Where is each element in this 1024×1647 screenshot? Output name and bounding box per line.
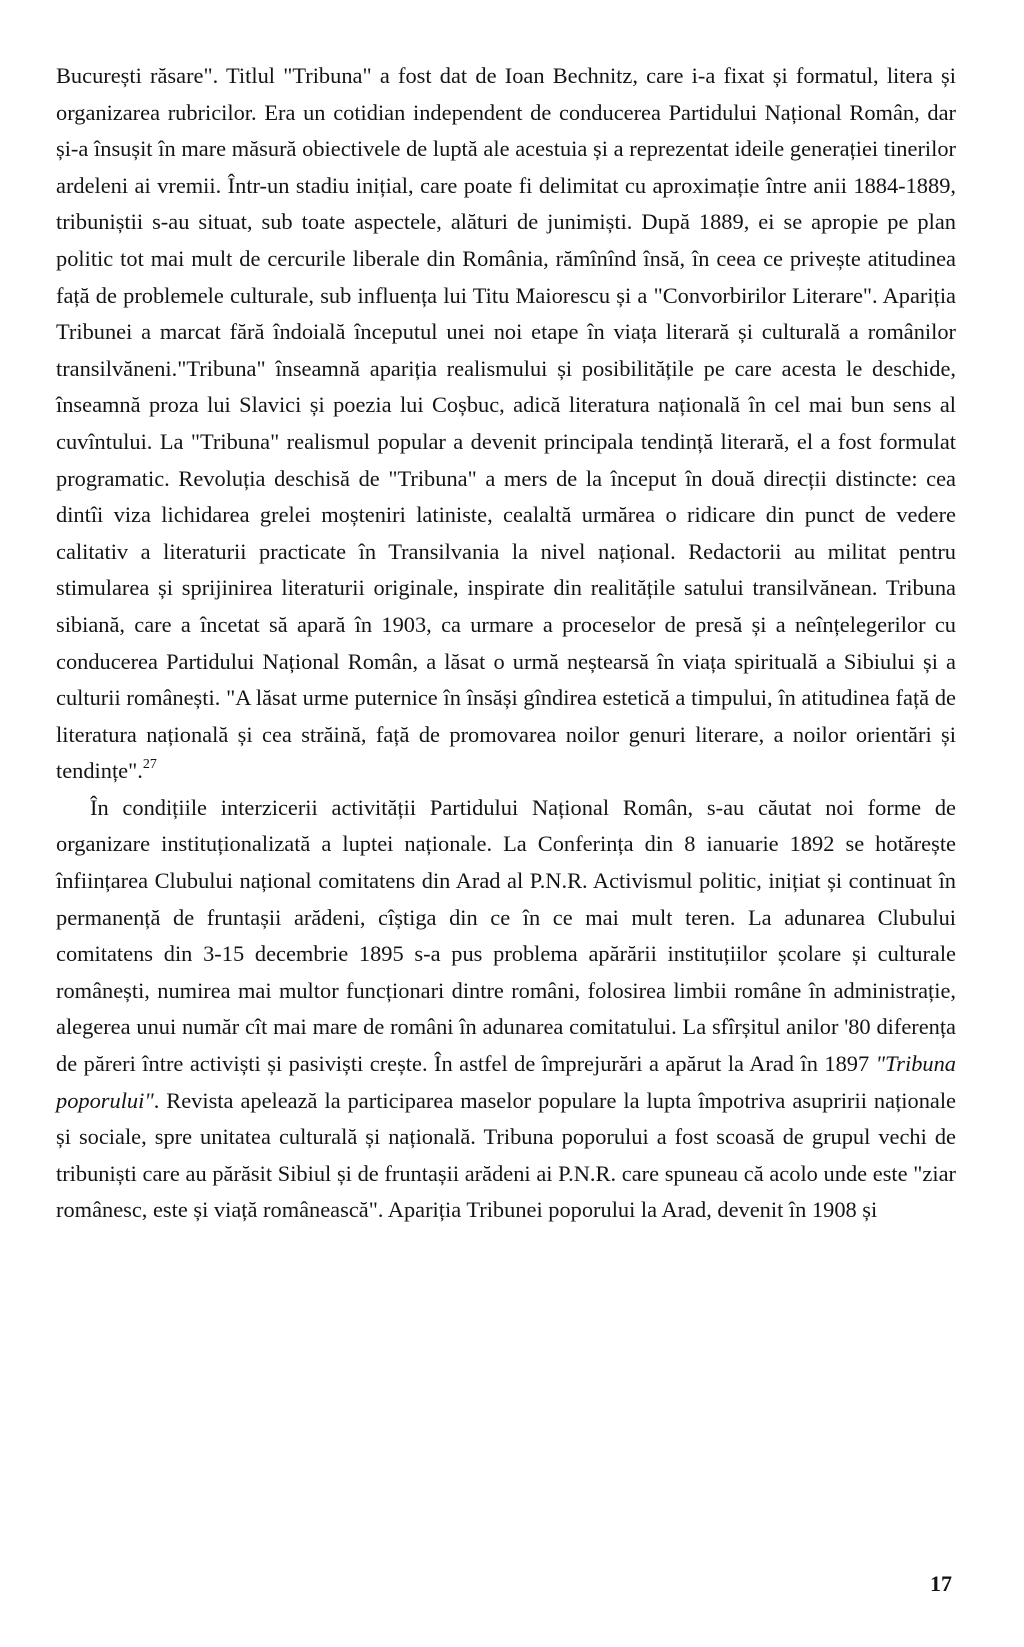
page-body: [56, 58, 956, 1229]
publication-title: "Tribuna poporului": [56, 1051, 956, 1113]
paragraph-2: [56, 790, 956, 1229]
paragraph-2-text-a: În condițiile interzicerii activității Partidului Național Român, s-au căutat noi forme de organizare instituționalizată a luptei naționale. La Conferința din 8 ianuarie 1892 se hotărește înființarea Clubului național comitatens din Arad al P.N.R. Activismul politic, inițiat și continuat în permanență de fruntașii arădeni, cîștiga din ce în ce mai mult teren. La adunarea Clubului comitatens din 3-15 decembrie 1895 s-a pus problema apărării instituțiilor școlare și culturale românești, numirea mai multor funcționari dintre români, folosirea limbii române în administrație, alegerea unui număr cît mai mare de români în adunarea comitatului. La sfîrșitul anilor '80 diferența de păreri între activiști și pasiviști crește. În astfel de împrejurări a apărut la Arad în 1897: [56, 794, 956, 1077]
paragraph-1-text: București răsare". Titlul "Tribuna" a fost dat de Ioan Bechnitz, care i-a fixat și formatul, litera și organizarea rubricilor. Era un cotidian independent de conducerea Partidului Național Român, dar și-a însușit în mare măsură obiectivele de luptă ale acestuia și a reprezentat ideile generației tinerilor ardeleni ai vremii. Într-un stadiu inițial, care poate fi delimitat cu aproximație între anii 1884-1889, tribuniștii s-au situat, sub toate aspectele, alături de junimiști. După 1889, ei se apropie pe plan politic tot mai mult de cercurile liberale din România, rămînînd însă, în ceea ce privește atitudinea față de problemele culturale, sub influența lui Titu Maiorescu și a "Convorbirilor Literare". Apariția Tribunei a marcat fără îndoială începutul unei noi etape în viața literară și culturală a românilor transilvăneni."Tribuna" înseamnă apariția realismului și posibilitățile pe care acesta le deschide, înseamnă proza lui Slavici și poezia lui Coșbuc, adică literatura națională în cel mai bun sens al cuvîntului. La "Tribuna" realismul popular a devenit principala tendință literară, el a fost formulat programatic. Revoluția deschisă de "Tribuna" a mers de la început în două direcții distincte: cea dintîi viza lichidarea grelei moșteniri latiniste, cealaltă urmărea o ridicare din punct de vedere calitativ a literaturii practicate în Transilvania la nivel național. Redactorii au militat pentru stimularea și sprijinirea literaturii originale, inspirate din realitățile satului transilvănean. Tribuna sibiană, care a încetat să apară în 1903, ca urmare a proceselor de presă și a neînțelegerilor cu conducerea Partidului Național Român, a lăsat o urmă neștearsă în viața spirituală a Sibiului și a culturii românești. "A lăsat urme puternice în însăși gîndirea estetică a timpului, în atitudinea față de literatura națională și cea străină, față de promovarea noilor genuri literare, a noilor orientări și tendințe".: [56, 63, 956, 784]
paragraph-2-text-b: . Revista apelează la participarea maselor populare la lupta împotriva asupririi naționale și sociale, spre unitatea culturală și națională. Tribuna poporului a fost scoasă de grupul vechi de tribuniști care au părăsit Sibiul și de fruntașii arădeni ai P.N.R. care spuneau că acolo unde este "ziar românesc, este și viață românească". Apariția Tribunei poporului la Arad, devenit în 1908 și: [56, 1087, 956, 1223]
footnote-marker: 27: [142, 757, 157, 773]
paragraph-1: [56, 58, 956, 790]
page-number: 17: [930, 1571, 952, 1596]
